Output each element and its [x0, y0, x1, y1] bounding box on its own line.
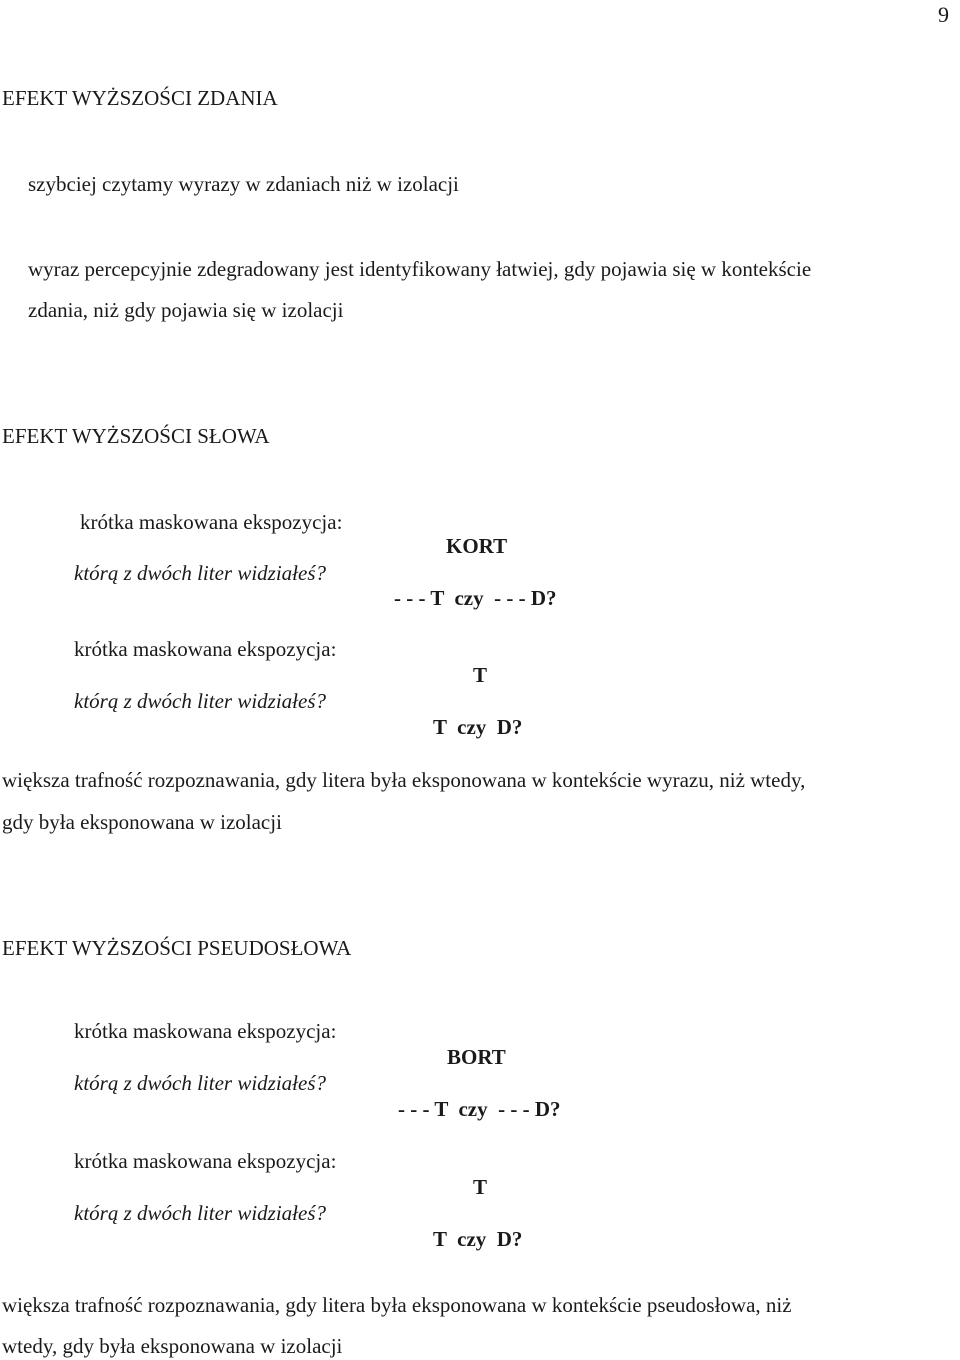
exposure-label: krótka maskowana ekspozycja: — [74, 1149, 337, 1173]
stimulus-letter: T — [473, 1175, 488, 1199]
stimulus-letter: T — [473, 663, 488, 687]
choice-options: - - - T czy - - - D? — [394, 586, 557, 610]
conclusion-word-b: gdy była eksponowana w izolacji — [2, 810, 282, 834]
choice-options: - - - T czy - - - D? — [398, 1097, 561, 1121]
statement-degraded-word-b: zdania, niż gdy pojawia się w izolacji — [28, 298, 344, 322]
question-label: którą z dwóch liter widziałeś? — [74, 1071, 326, 1095]
choice-options: T czy D? — [433, 1227, 523, 1251]
heading-word-superiority: EFEKT WYŻSZOŚCI SŁOWA — [2, 424, 270, 448]
heading-sentence-superiority: EFEKT WYŻSZOŚCI ZDANIA — [2, 86, 278, 110]
statement-reading-speed: szybciej czytamy wyrazy w zdaniach niż w izolacji — [28, 172, 459, 196]
stimulus-word: KORT — [446, 534, 508, 558]
conclusion-word-a: większa trafność rozpoznawania, gdy litera była eksponowana w kontekście wyrazu, niż wtedy, — [2, 768, 806, 792]
exposure-label: krótka maskowana ekspozycja: — [74, 637, 337, 661]
page-number: 9 — [938, 2, 949, 27]
exposure-label: krótka maskowana ekspozycja: — [80, 510, 343, 534]
question-label: którą z dwóch liter widziałeś? — [74, 689, 326, 713]
heading-pseudoword-superiority: EFEKT WYŻSZOŚCI PSEUDOSŁOWA — [2, 936, 352, 960]
conclusion-pseudoword-a: większa trafność rozpoznawania, gdy litera była eksponowana w kontekście pseudosłowa, niż — [2, 1293, 792, 1317]
statement-degraded-word-a: wyraz percepcyjnie zdegradowany jest identyfikowany łatwiej, gdy pojawia się w kontekście — [28, 257, 812, 281]
conclusion-pseudoword-b: wtedy, gdy była eksponowana w izolacji — [2, 1334, 343, 1358]
question-label: którą z dwóch liter widziałeś? — [74, 561, 326, 585]
choice-options: T czy D? — [433, 715, 523, 739]
exposure-label: krótka maskowana ekspozycja: — [74, 1019, 337, 1043]
stimulus-pseudoword: BORT — [447, 1045, 506, 1069]
question-label: którą z dwóch liter widziałeś? — [74, 1201, 326, 1225]
